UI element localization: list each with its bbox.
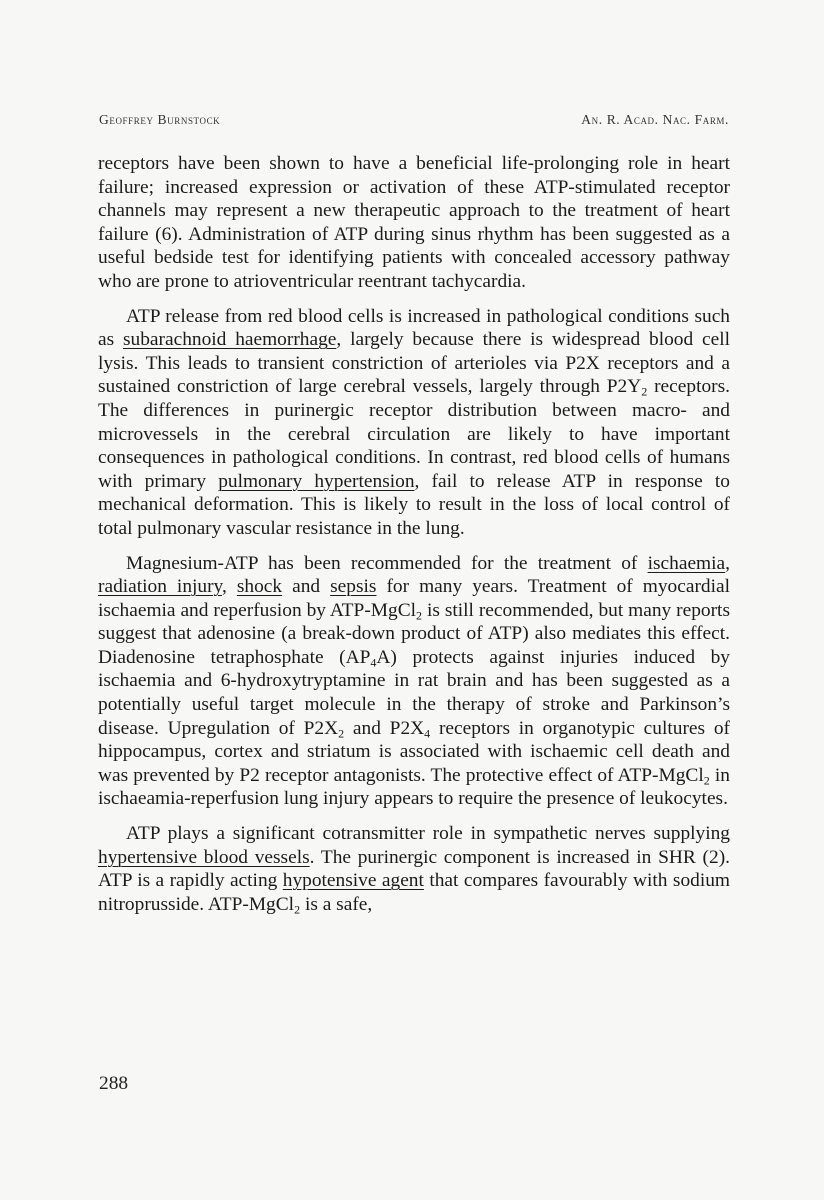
subscript: 2 — [294, 902, 301, 917]
paragraph-4 — [98, 822, 730, 916]
text-run: A) protects against injuries induced by ischaemia and 6-hydroxytryptamine in rat brain and has been suggested as a potentially useful target molecule in the therapy of stroke and Parkinson’s disease. Upregulation of P2X — [98, 646, 730, 739]
text-run: . The purinergic component is increased in SHR (2). ATP is a rapidly acting — [98, 846, 730, 892]
text-run: in ischaeamia-reperfusion lung injury appears to require the presence of leukocytes. — [98, 764, 730, 810]
subscript: 4 — [424, 726, 431, 741]
subscript: 4 — [370, 655, 377, 670]
term-link[interactable]: hypotensive agent — [282, 870, 424, 892]
text-run: ATP release from red blood cells is increased in pathological conditions such as — [98, 305, 730, 351]
term-link[interactable]: radiation injury — [98, 576, 222, 598]
running-head — [99, 112, 729, 128]
paragraph-3 — [98, 552, 730, 812]
text-run: , — [222, 576, 237, 598]
term-link[interactable]: shock — [236, 576, 283, 598]
text-run: for many years. Treatment of myocardial ischaemia and reperfusion by ATP-MgCl — [98, 576, 730, 621]
text-run: , — [725, 552, 730, 574]
running-head-journal: An. R. Acad. Nac. Farm. — [581, 112, 729, 127]
text-run: receptors in organotypic cultures of hippocampus, cortex and striatum is associated with ischaemic cell death and was prevented by P2 receptor antagonists. The protective effect of ATP-MgCl — [98, 717, 730, 786]
text-run: is a safe, — [300, 893, 373, 915]
text-run: and P2X — [344, 717, 425, 739]
text-run: is still recommended, but many reports suggest that adenosine (a break-down product of ATP) also mediates this effect. Diadenosine tetraphosphate (AP — [98, 599, 730, 668]
paragraph-2 — [98, 305, 730, 541]
article-body — [98, 152, 730, 927]
text-run: receptors have been shown to have a beneficial life-prolonging role in heart failure; increased expression or activation of these ATP-stimulated receptor channels may represent a new therapeutic approach to the treatment of heart failure (6). Administration of ATP during sinus rhythm has been suggested as a useful bedside test for identifying patients with concealed accessory pathway who are prone to atrioventricular reentrant tachycardia. — [98, 153, 730, 292]
text-run: that compares favourably with sodium nitroprusside. ATP-MgCl — [98, 870, 731, 915]
text-run: and — [282, 576, 331, 598]
term-link[interactable]: hypertensive blood vessels — [98, 846, 310, 868]
term-link[interactable]: sepsis — [330, 576, 377, 598]
text-run: Magnesium-ATP has been recommended for the treatment of — [126, 552, 648, 574]
subscript: 2 — [338, 726, 345, 741]
text-run: , largely because there is widespread blood cell lysis. This leads to transient constriction of arterioles via P2X receptors and a sustained constriction of large cerebral vessels, largely through P2Y — [98, 329, 730, 398]
running-head-author: Geoffrey Burnstock — [99, 112, 221, 127]
text-run: , fail to release ATP in response to mechanical deformation. This is likely to result in the loss of local control of total pulmonary vascular resistance in the lung. — [98, 470, 730, 539]
term-link[interactable]: pulmonary hypertension — [218, 470, 415, 492]
term-link[interactable]: subarachnoid haemorrhage — [122, 329, 337, 351]
text-run: receptors. The differences in purinergic receptor distribution between macro- and microvessels in the cerebral circulation are likely to have important consequences in pathological conditions. In contrast, red blood cells of humans with primary — [98, 376, 730, 492]
term-link[interactable]: ischaemia — [647, 552, 726, 574]
subscript: 2 — [416, 608, 423, 623]
page-number: 288 — [99, 1073, 129, 1094]
subscript: 2 — [703, 773, 710, 788]
paragraph-1 — [98, 152, 730, 294]
text-run: ATP plays a significant cotransmitter role in sympathetic nerves supplying — [126, 823, 730, 845]
subscript: 2 — [641, 384, 648, 399]
